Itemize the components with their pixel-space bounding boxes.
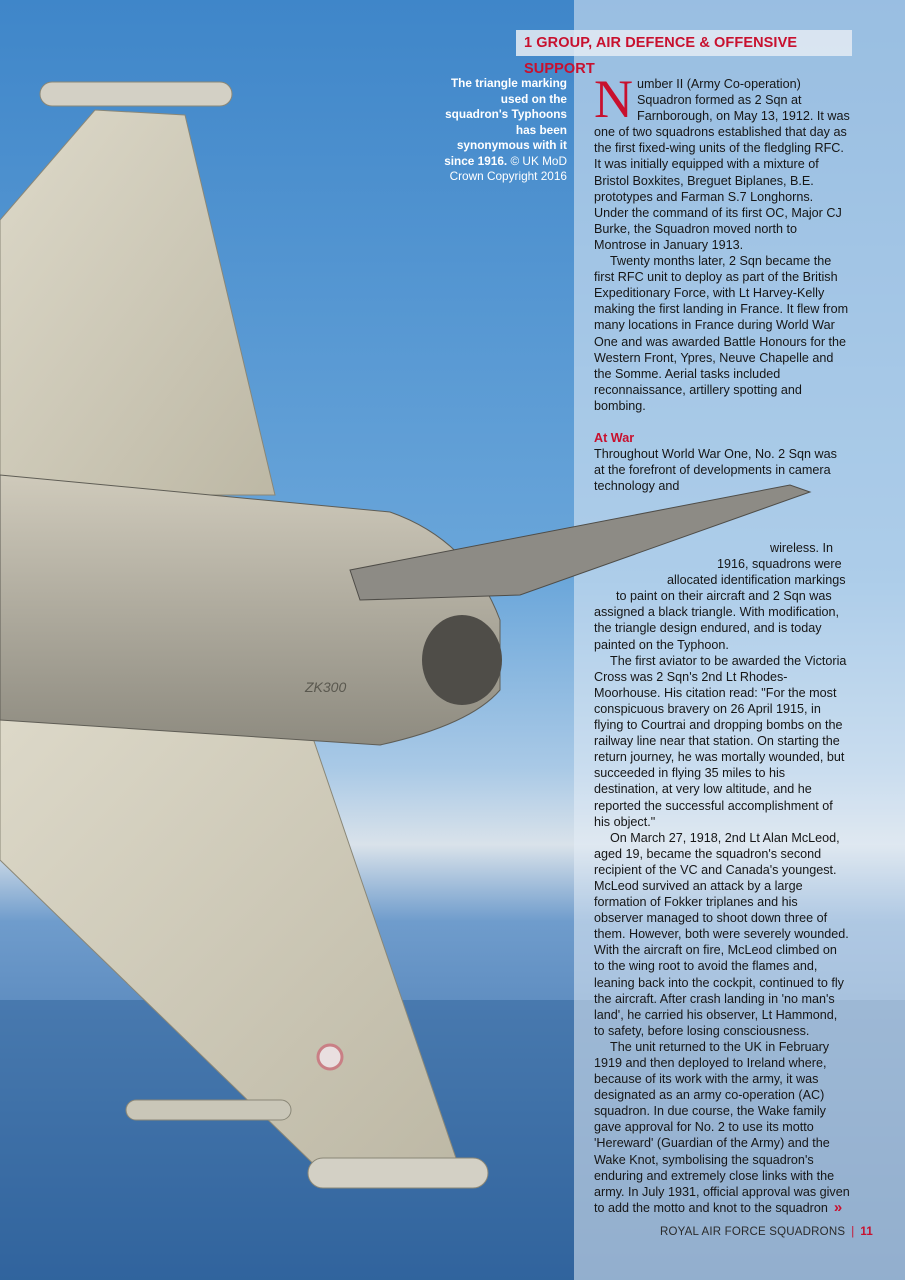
- wingtip-pod: [308, 1158, 488, 1188]
- paragraph-ireland-text: The unit returned to the UK in February 1919 and then deployed to Ireland where, because of its work with the army, it was designated as an army co-operation (AC) squadron. In due course, the Wake family gave approval for No. 2 to use its motto 'Hereward' (Guardian of the Army) and the Wake Knot, symbolising the squadron's enduring and extremely close links with the army. In July 1931, official approval was given to add the motto and knot to the squadron: [594, 1039, 850, 1215]
- article-column-bottom: [594, 540, 850, 1216]
- article-column-top: [594, 69, 850, 494]
- wrap-line-1: wireless. In: [770, 541, 833, 555]
- section-header: 1 GROUP, AIR DEFENCE & OFFENSIVE SUPPORT: [516, 30, 852, 56]
- wrap-line-2: 1916, squadrons were: [717, 557, 842, 572]
- paragraph-bef: Twenty months later, 2 Sqn became the first RFC unit to deploy as part of the British Expeditionary Force, with Lt Harvey-Kelly making the first landing in France. It flew from many locations in France during World War One and was awarded Battle Honours for the Western Front, Ypres, Neuve Chapelle and the Somme. Aerial tasks included reconnaissance, artillery spotting and bombing.: [594, 254, 849, 413]
- paragraph-victoria-cross: The first aviator to be awarded the Victoria Cross was 2 Sqn's 2nd Lt Rhodes-Moorhouse. His citation read: "For the most conspicuous bravery on 26 April 1915, in flying to Courtrai and dropping bombs on the railway line near that station. On starting the return journey, he was mortally wounded, but succeeded in flying 35 miles to his destination, at very low altitude, and he reported the successful accomplishment of his object.": [594, 653, 847, 829]
- publication-title: ROYAL AIR FORCE SQUADRONS: [660, 1226, 846, 1238]
- paragraph-ireland: [594, 1039, 850, 1216]
- drop-cap: N: [594, 69, 633, 129]
- intro-paragraph: umber II (Army Co-operation) Squadron formed as 2 Sqn at Farnborough, on May 13, 1912. It was one of two squadrons established that day as the first fixed-wing units of the fledgling RFC. It was initially equipped with a mixture of Bristol Boxkites, Breguet Biplanes, B.E. prototypes and Farman S.7 Longhorns. Under the command of its first OC, Major CJ Burke, the Squadron moved north to Montrose in January 1913.: [594, 77, 850, 252]
- paragraph-camera: Throughout World War One, No. 2 Sqn was at the forefront of developments in camera technology and: [594, 447, 837, 494]
- continue-arrow-icon: »: [833, 1198, 843, 1216]
- caption-text: The triangle marking used on the squadron's Typhoons has been synonymous with it since 1916.: [444, 76, 567, 168]
- paragraph-mcleod: On March 27, 1918, 2nd Lt Alan McLeod, aged 19, became the squadron's second recipient of the VC and Canada's youngest. McLeod survived an attack by a large formation of Fokker triplanes and his observer managed to shoot down three of them. However, both were severely wounded. With the aircraft on fire, McLeod climbed on to the wing root to avoid the flames and, leaning back into the cockpit, continued to fly the aircraft. After crash landing in 'no man's land', he carried his observer, Lt Hammond, to safety, before losing consciousness.: [594, 830, 849, 1038]
- pylon-pod: [126, 1100, 291, 1120]
- wrap-line-3: allocated identification markings: [667, 573, 846, 588]
- footer-separator: |: [851, 1226, 855, 1238]
- page-number: 11: [860, 1226, 873, 1238]
- fin-tip-pod: [40, 82, 232, 106]
- paragraph-triangle: assigned a black triangle. With modification, the triangle design endured, and is today painted on the Typhoon.: [594, 605, 840, 652]
- photo-caption: [440, 76, 567, 185]
- roundel: [318, 1045, 342, 1069]
- subheading-at-war: At War: [594, 430, 635, 445]
- serial-marking: ZK300: [305, 679, 347, 695]
- page-footer: [660, 1226, 873, 1238]
- wrap-line-4: to paint on their aircraft and 2 Sqn was: [616, 589, 832, 604]
- engine-nozzle: [422, 615, 502, 705]
- photo-credit: © UK MoD Crown Copyright 2016: [449, 153, 567, 183]
